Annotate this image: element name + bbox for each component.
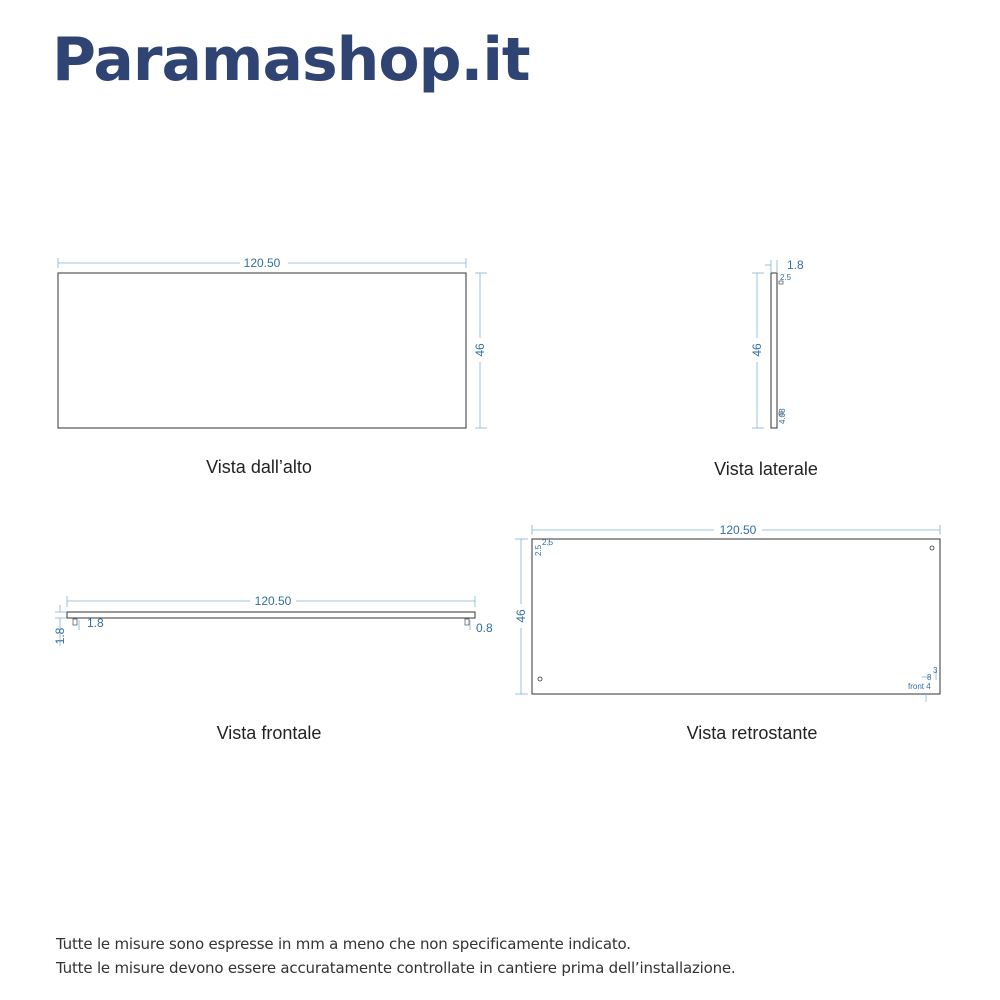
front-view-hole-right-label: 0.8 bbox=[476, 621, 493, 635]
back-view-height-label: 46 bbox=[514, 609, 528, 623]
top-view-outline bbox=[58, 273, 466, 428]
front-view-height-label: 1.8 bbox=[53, 627, 67, 645]
brand-logo: Paramashop.it bbox=[52, 25, 530, 95]
side-view-thickness-label: 1.8 bbox=[787, 258, 804, 272]
back-view-hole-d-label: 8 bbox=[927, 673, 932, 682]
front-view-width-label: 120.50 bbox=[254, 594, 292, 608]
top-view-caption: Vista dall’alto bbox=[206, 457, 312, 477]
top-view-width-label: 120.50 bbox=[243, 256, 281, 270]
footer-note-1: Tutte le misure sono espresse in mm a meno che non specificamente indicato. bbox=[56, 935, 631, 953]
side-view-hole-top-label: 2.5 bbox=[780, 273, 792, 282]
back-view-hole-a-label: 2.5 bbox=[542, 538, 554, 547]
back-view-hole-c-label: 3 bbox=[933, 666, 938, 675]
top-view-depth-label: 46 bbox=[473, 343, 487, 357]
back-view-note-label: front 4 bbox=[908, 682, 931, 691]
front-view bbox=[53, 594, 493, 743]
back-view-width-label: 120.50 bbox=[719, 523, 757, 537]
back-view-outline bbox=[532, 539, 940, 694]
side-view-hole-bottom-label: 4.08 bbox=[778, 408, 787, 424]
top-view bbox=[58, 256, 487, 477]
back-view bbox=[514, 523, 940, 743]
side-view bbox=[714, 258, 818, 479]
side-view-depth-label: 46 bbox=[750, 343, 764, 357]
front-view-hole-left-label: 1.8 bbox=[87, 616, 104, 630]
side-view-caption: Vista laterale bbox=[714, 459, 818, 479]
back-view-hole-b-label: 2.5 bbox=[534, 544, 543, 556]
front-view-caption: Vista frontale bbox=[216, 723, 322, 743]
footer-note-2: Tutte le misure devono essere accuratamente controllate in cantiere prima dell’installazione. bbox=[56, 959, 736, 977]
front-view-hole-right bbox=[465, 619, 469, 625]
side-view-outline bbox=[771, 273, 777, 428]
back-view-caption: Vista retrostante bbox=[686, 723, 818, 743]
front-view-outline bbox=[67, 612, 475, 618]
front-view-hole-left bbox=[73, 619, 77, 625]
